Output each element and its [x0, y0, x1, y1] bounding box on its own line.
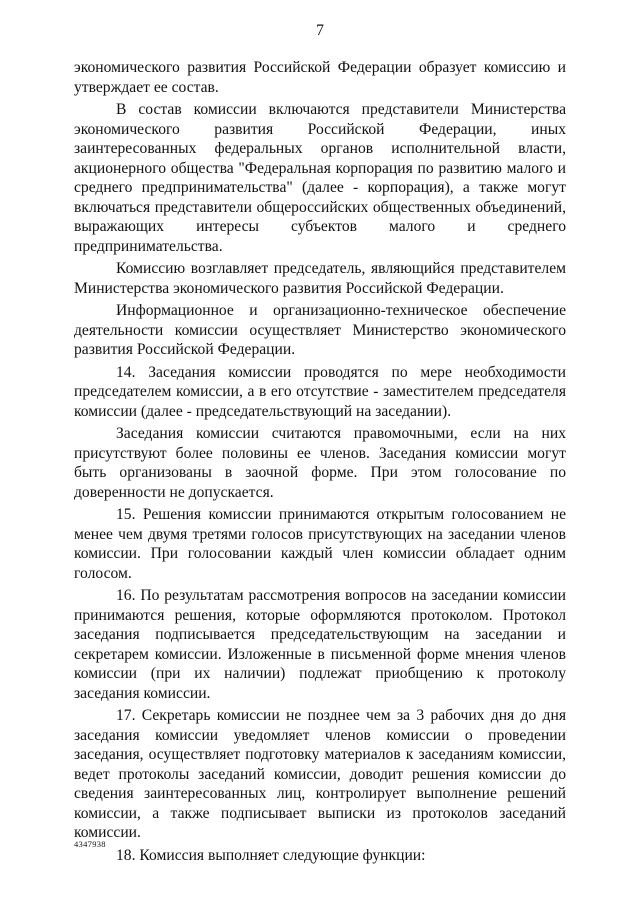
document-body	[74, 58, 566, 865]
paragraph-commission-composition: В состав комиссии включаются представители Министерства экономического развития Российской Федерации, иных заинтересованных федеральных органов исполнительной власти, акционерного общества "Федеральная корпорация по развитию малого и среднего предпринимательства" (далее - корпорация), а также могут включаться представители общероссийских общественных объединений, выражающих интересы субъектов малого и среднего предпринимательства.	[74, 101, 566, 255]
paragraph-item-15: 15. Решения комиссии принимаются открытым голосованием не менее чем двумя третями голосов присутствующих на заседании членов комиссии. При голосовании каждый член комиссии обладает одним голосом.	[74, 506, 566, 582]
paragraph-technical-support: Информационное и организационно-техническое обеспечение деятельности комиссии осуществляет Министерство экономического развития Российской Федерации.	[74, 302, 566, 358]
paragraph-continuation: экономического развития Российской Федерации образует комиссию и утверждает ее состав.	[74, 59, 566, 96]
page-number: 7	[316, 22, 324, 39]
paragraph-commission-chair: Комиссию возглавляет председатель, являющийся представителем Министерства экономического развития Российской Федерации.	[74, 260, 566, 297]
paragraph-item-17: 17. Секретарь комиссии не позднее чем за 3 рабочих дня до дня заседания комиссии уведомляет членов комиссии о проведении заседания, осуществляет подготовку материалов к заседаниям комиссии, ведет протоколы заседаний комиссии, доводит решения комиссии до сведения заинтересованных лиц, контролирует выполнение решений комиссии, а также подписывает выписки из протоколов заседаний комиссии.	[74, 707, 566, 841]
paragraph-item-14: 14. Заседания комиссии проводятся по мере необходимости председателем комиссии, а в его отсутствие - заместителем председателя комиссии (далее - председательствующий на заседании).	[74, 363, 566, 420]
paragraph-item-18: 18. Комиссия выполняет следующие функции:	[116, 846, 426, 864]
paragraph-item-16: 16. По результатам рассмотрения вопросов на заседании комиссии принимаются решения, которые оформляются протоколом. Протокол заседания подписывается председательствующим на заседании и секретарем комиссии. Изложенные в письменной форме мнения членов комиссии (при их наличии) подлежат приобщению к протоколу заседания комиссии.	[74, 587, 566, 702]
document-code: 4347938	[74, 839, 106, 849]
paragraph-quorum: Заседания комиссии считаются правомочными, если на них присутствуют более половины ее членов. Заседания комиссии могут быть организованы в заочной форме. При этом голосование по доверенности не допускается.	[74, 425, 566, 501]
